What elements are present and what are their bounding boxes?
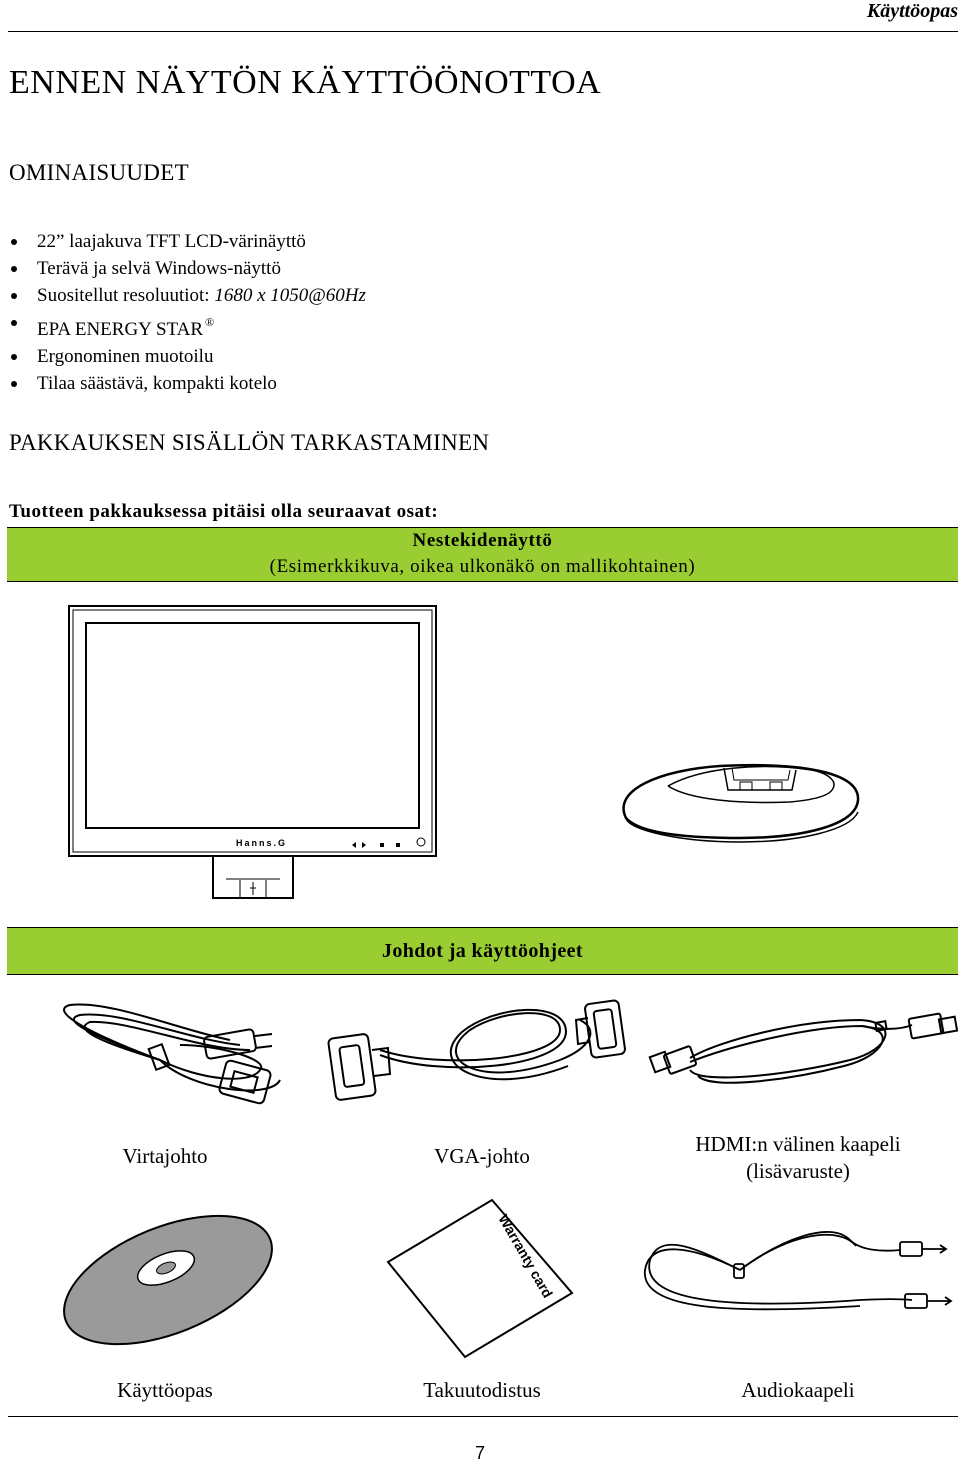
footer-rule <box>8 1416 958 1417</box>
features-heading: OMINAISUUDET <box>9 160 189 185</box>
registered-mark: ® <box>205 315 215 329</box>
caption-vga-cable: VGA-johto <box>434 1144 530 1168</box>
monitor-logo: Hanns.G <box>236 838 288 848</box>
feature-item: Tilaa säästävä, kompakti kotelo <box>9 370 366 397</box>
feature-item: 22” laajakuva TFT LCD-värinäyttö <box>9 228 366 255</box>
caption-manual: Käyttöopas <box>117 1378 213 1402</box>
monitor-bar-title: Nestekidenäyttö <box>412 530 553 551</box>
resolution-value: 1680 x 1050@60Hz <box>214 285 366 306</box>
caption-hdmi-cable: HDMI:n välinen kaapeli (lisävaruste) <box>695 1132 901 1183</box>
package-heading: PAKKAUKSEN SISÄLLÖN TARKASTAMINEN <box>9 430 490 455</box>
caption-audio-cable: Audiokaapeli <box>741 1378 855 1402</box>
monitor-bar-subtitle: (Esimerkkikuva, oikea ulkonäkö on mallikohtainen) <box>269 556 696 577</box>
caption-power-cord: Virtajohto <box>122 1144 208 1168</box>
feature-item: Ergonominen muotoilu <box>9 343 366 370</box>
caption-warranty: Takuutodistus <box>423 1378 541 1402</box>
cables-bar: Johdot ja käyttöohjeet <box>7 927 958 975</box>
feature-item: Suositellut resoluutiot: 1680 x 1050@60Hz <box>9 282 366 309</box>
page-title: ENNEN NÄYTÖN KÄYTTÖÖNOTTOA <box>9 64 602 101</box>
feature-item: EPA ENERGY STAR ® <box>9 309 366 343</box>
feature-item: Terävä ja selvä Windows-näyttö <box>9 255 366 282</box>
page-number: 7 <box>474 1443 485 1463</box>
warranty-card-text: Warranty card <box>495 1211 557 1301</box>
running-header: Käyttöopas <box>866 0 958 22</box>
package-intro: Tuotteen pakkauksessa pitäisi olla seuraavat osat: <box>9 501 439 522</box>
